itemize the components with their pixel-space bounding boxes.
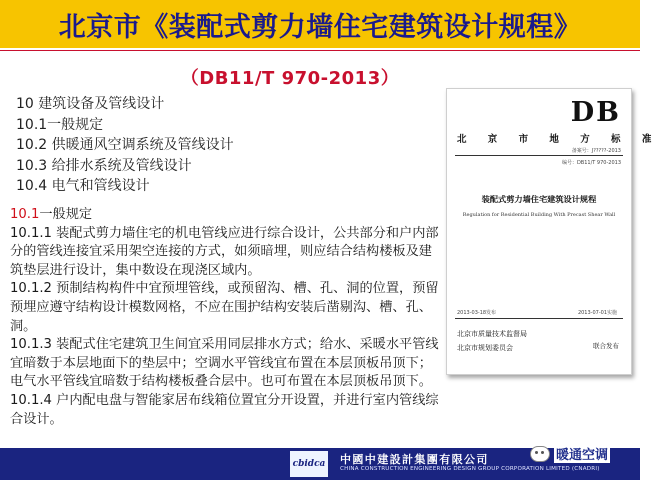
cover-release-date: 2013-03-18发布 — [457, 310, 497, 316]
company-name-en: CHINA CONSTRUCTION ENGINEERING DESIGN GROUP CORPORATION LIMITED (CNADRI) — [340, 466, 600, 472]
clause-paragraph: 10.1.3 装配式住宅建筑卫生间宜采用同层排水方式；给水、采暖水平管线宜暗数于本层地面下的垫层中；空调水平管线宜布置在本层顶板吊顶下；电气水平管线宜暗数于结构楼板叠合层中。也可布置在本层顶板吊顶下。 — [10, 337, 439, 390]
company-logo: cbidca — [290, 451, 328, 477]
watermark — [530, 444, 610, 463]
toc-item: 10.4 电气和管线设计 — [16, 178, 150, 194]
section-heading — [10, 206, 440, 225]
page-title: 北京市《装配式剪力墙住宅建筑设计规程》 — [58, 11, 582, 43]
cover-filing-no: 备案号：J?????-2013 — [571, 148, 621, 154]
cover-local-standard: 北 京 市 地 方 标 准 — [457, 134, 660, 145]
cover-issuer: 北京市规划委员会 — [457, 344, 513, 352]
cover-rule — [455, 318, 623, 319]
section-title: 一般规定 — [39, 207, 93, 222]
cover-issuer: 北京市质量技术监督局 — [457, 330, 527, 338]
title-bar — [0, 0, 640, 48]
toc-item: 10.2 供暖通风空调系统及管线设计 — [16, 137, 234, 153]
cover-std-no: 编号：DB11/T 970-2013 — [561, 160, 621, 166]
wechat-icon — [530, 446, 550, 462]
section-body — [10, 206, 440, 429]
cover-rule — [455, 155, 623, 156]
standard-cover-image — [446, 88, 660, 375]
cover-title-en: Regulation for Residential Building With Precast Shear Wall — [462, 212, 616, 218]
cover-db-mark: DB — [570, 97, 621, 128]
company-name-cn: 中國中建設計集團有限公司 — [340, 453, 489, 466]
toc-item: 10.3 给排水系统及管线设计 — [16, 157, 192, 174]
clause-paragraph: 10.1.2 预制结构构件中宜预埋管线，或预留沟、槽、孔、洞的位置，预留预埋应遵守结构设计模数网格，不应在围护结构安装后凿剔沟、槽、孔、洞。 — [10, 281, 439, 334]
cover-joint-release: 联合发布 — [593, 342, 619, 350]
cover-implement-date: 2013-07-01实施 — [577, 310, 617, 316]
toc-item: 10 建筑设备及管线设计 — [16, 96, 165, 112]
title-divider — [0, 50, 640, 51]
clause-paragraph: 10.1.1 装配式剪力墙住宅的机电管线应进行综合设计，公共部分和户内部分的管线连接宜采用架空连接的方式，如须暗埋，则应结合结构楼板及建筑垫层进行设计，集中数设在现浇区域内。 — [10, 225, 439, 278]
watermark-label: 暖通空调 — [554, 444, 610, 463]
section-number: 10.1 — [10, 207, 40, 222]
standard-code: （DB11/T 970-2013） — [180, 68, 400, 89]
cover-title-cn: 装配式剪力墙住宅建筑设计规程 — [481, 194, 597, 204]
toc-list — [16, 94, 234, 197]
clause-paragraph: 10.1.4 户内配电盘与智能家居布线箱位置宜分开设置，并进行室内管线综合设计。 — [10, 392, 439, 427]
toc-item: 10.1一般规定 — [16, 116, 104, 133]
